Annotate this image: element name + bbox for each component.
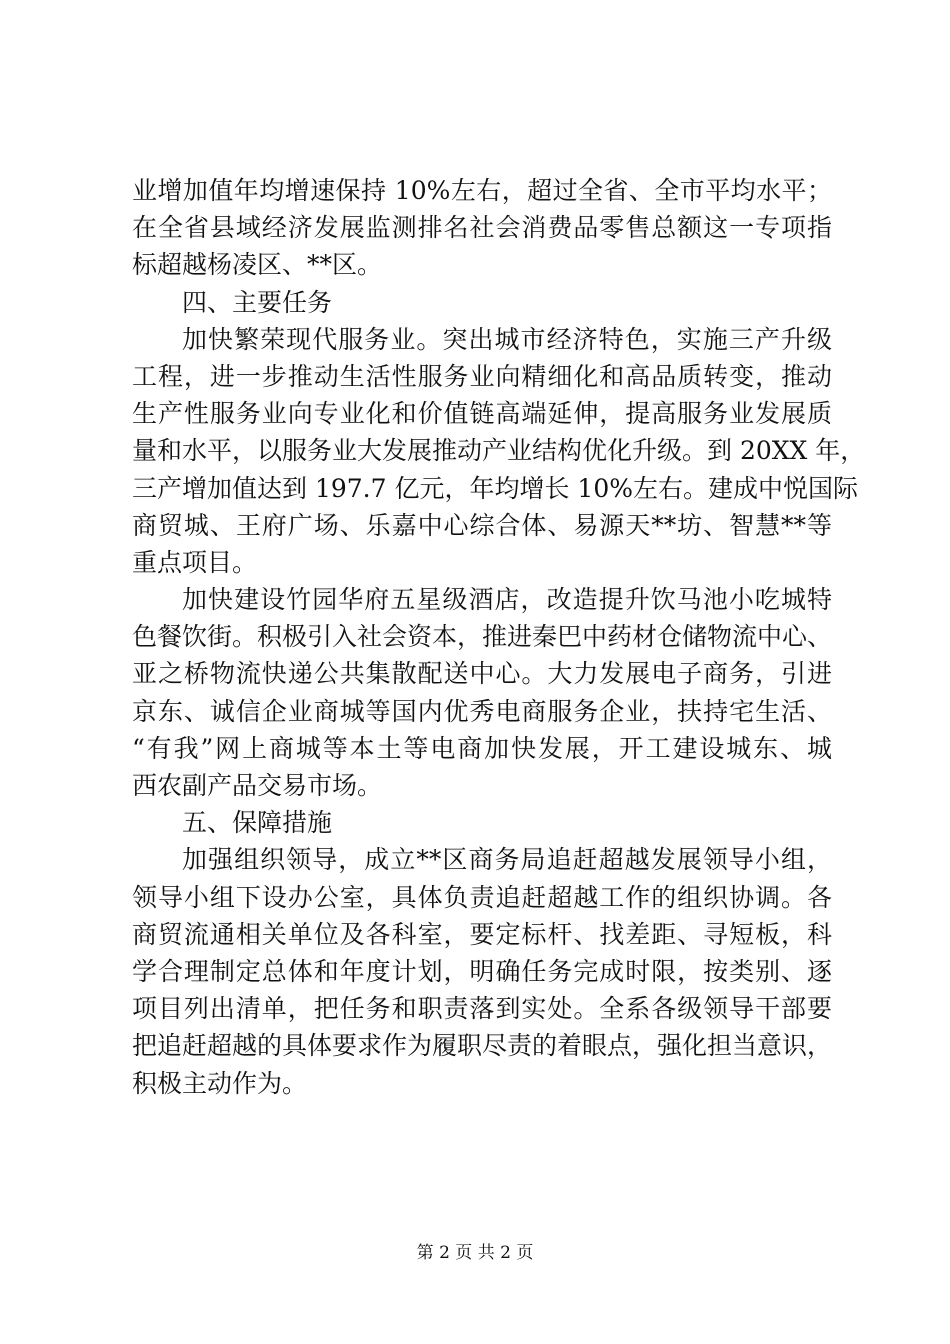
text-line: 重点项目。 [132,547,258,577]
section-heading [132,284,832,321]
text-line: 色餐饮街。积极引入社会资本，推进秦巴中药材仓储物流中心、 [132,622,833,652]
text-line: 亚之桥物流快递公共集散配送中心。大力发展电子商务，引进 [132,659,832,689]
paragraph [132,321,866,581]
document-body [132,172,866,1102]
text-line: 京东、诚信企业商城等国内优秀电商服务企业，扶持宅生活、 [132,696,832,726]
text-line: “有我”网上商城等本土等电商加快发展，开工建设城东、城 [132,733,832,763]
text-line: 加强组织领导，成立**区商务局追赶超越发展领导小组， [182,845,832,875]
paragraph [132,841,832,1101]
page-number-footer: 第 2 页 共 2 页 [416,1243,534,1263]
text-line: 领导小组下设办公室，具体负责追赶超越工作的组织协调。各 [132,882,832,912]
text-line: 业增加值年均增速保持 10%左右，超过全省、全市平均水平； [132,176,832,205]
text-line: 量和水平，以服务业大发展推动产业结构优化升级。到 20XX 年， [132,436,866,466]
text-line: 项目列出清单，把任务和职责落到实处。全系各级领导干部要 [132,994,832,1024]
text-line: 生产性服务业向专业化和价值链高端延伸，提高服务业发展质 [132,399,832,429]
text-line: 西农副产品交易市场。 [132,771,383,800]
section-heading-text: 四、主要任务 [182,287,333,317]
text-line: 加快繁荣现代服务业。突出城市经济特色，实施三产升级 [182,324,832,354]
text-line: 加快建设竹园华府五星级酒店，改造提升饮马池小吃城特 [182,585,832,615]
text-line: 商贸城、王府广场、乐嘉中心综合体、易源天**坊、智慧**等 [132,510,832,540]
paragraph [132,172,832,284]
text-line: 标超越杨凌区、**区。 [132,250,383,280]
section-heading [132,804,832,841]
section-heading-text: 五、保障措施 [182,808,333,838]
text-line: 三产增加值达到 197.7 亿元，年均增长 10%左右。建成中悦国际 [132,473,858,503]
paragraph [132,581,832,804]
text-line: 工程，进一步推动生活性服务业向精细化和高品质转变，推动 [132,361,832,391]
text-line: 在全省县域经济发展监测排名社会消费品零售总额这一专项指 [132,213,832,243]
text-line: 把追赶超越的具体要求作为履职尽责的着眼点，强化担当意识， [132,1031,833,1061]
text-line: 学合理制定总体和年度计划，明确任务完成时限，按类别、逐 [132,956,832,986]
text-line: 商贸流通相关单位及各科室，要定标杆、找差距、寻短板，科 [132,919,832,949]
text-line: 积极主动作为。 [132,1068,308,1098]
